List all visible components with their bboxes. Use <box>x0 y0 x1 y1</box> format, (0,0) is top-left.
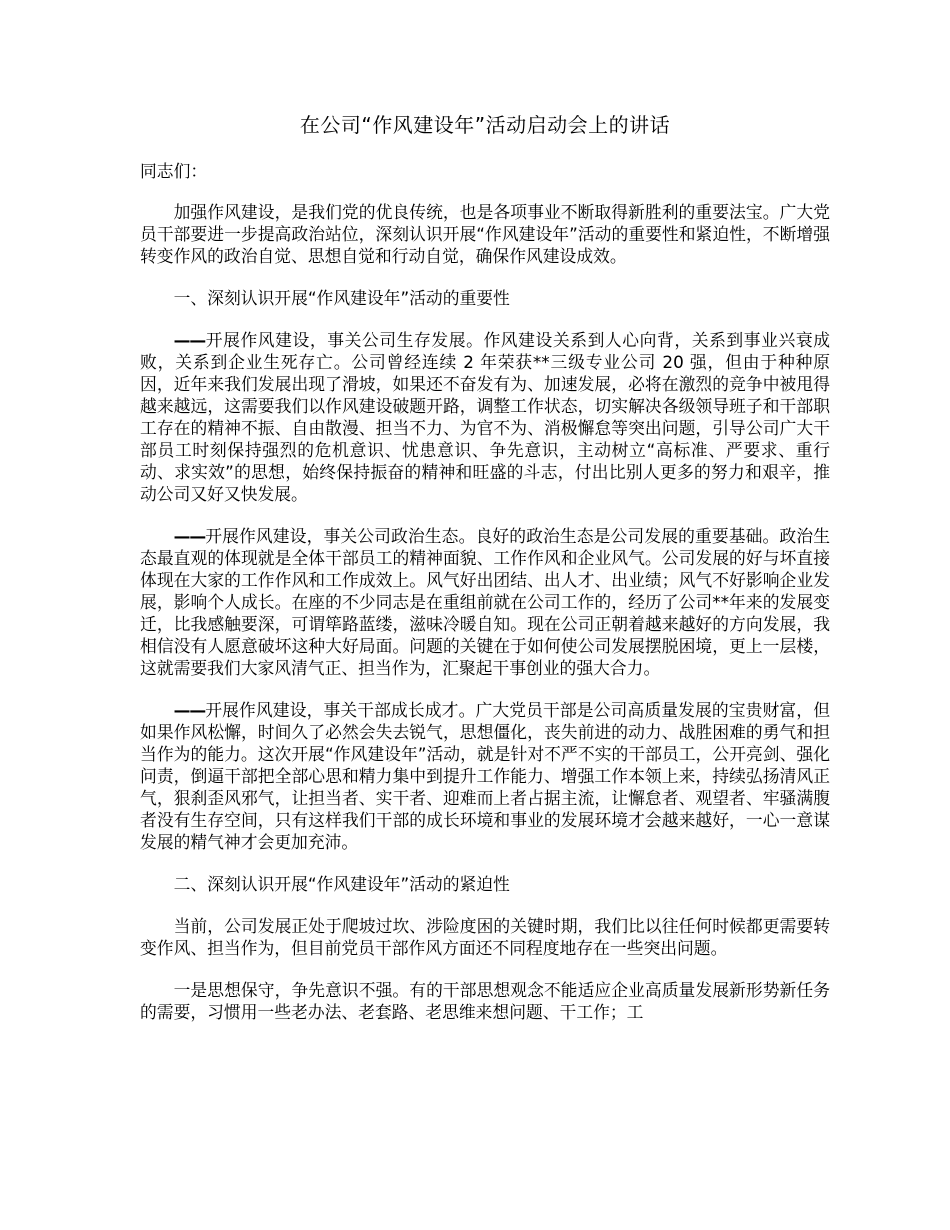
point-3-body: 广大党员干部是公司高质量发展的宝贵财富，但如果作风松懈，时间久了必然会失去锐气，思想僵化，丧失前进的动力、战胜困难的勇气和担当作为的能力。这次开展“作风建设年”活动，就是针对不严不实的干部员工，公开亮剑、强化问责，倒逼干部把全部心思和精力集中到提升工作能力、增强工作本领上来，持续弘扬清风正气，狠刹歪风邪气，让担当者、实干者、迎难而上者占据主流，让懈怠者、观望者、牢骚满腹者没有生存空间，只有这样我们干部的成长环境和事业的发展环境才会越来越好，一心一意谋发展的精气神才会更加充沛。 <box>140 700 830 852</box>
point-1-body: 作风建设关系到人心向背，关系到事业兴衰成败，关系到企业生死存亡。公司曾经连续 2 年荣获**三级专业公司 20 强，但由于种种原因，近年来我们发展出现了滑坡，如果还不奋发有为、加速发展，必将在激烈的竞争中被甩得越来越远，这需要我们以作风建设破题开路，调整工作状态，切实解决各级领导班子和干部职工存在的精神不振、自由散漫、担当不力、为官不为、消极懈怠等突出问题，引导公司广大干部员工时刻保持强烈的危机意识、忧患意识、争先意识，主动树立“高标准、严要求、重行动、求实效”的思想，始终保持振奋的精神和旺盛的斗志，付出比别人更多的努力和艰辛，推动公司又好又快发展。 <box>140 330 830 504</box>
document-title: 在公司“作风建设年”活动启动会上的讲话 <box>299 113 671 137</box>
point-2-lead: 开展作风建设，事关公司政治生态。 <box>205 526 476 546</box>
intro-paragraph: 加强作风建设，是我们党的优良传统，也是各项事业不断取得新胜利的重要法宝。广大党员干部要进一步提高政治站位，深刻认识开展“作风建设年”活动的重要性和紧迫性，不断增强转变作风的政治自觉、思想自觉和行动自觉，确保作风建设成效。 <box>140 202 830 266</box>
point-3-paragraph <box>140 699 830 853</box>
problem-1-lead: 一是思想保守，争先意识不强。 <box>173 980 410 1000</box>
section-1-heading: 一、深刻认识开展“作风建设年”活动的重要性 <box>173 288 510 308</box>
section-2-intro: 当前，公司发展正处于爬坡过坎、涉险度困的关键时期，我们比以往任何时候都更需要转变作风、担当作为，但目前党员干部作风方面还不同程度地存在一些突出问题。 <box>140 916 830 958</box>
point-3-lead: 开展作风建设，事关干部成长成才。 <box>205 700 476 720</box>
point-2-dash: —— <box>173 526 206 546</box>
point-1-paragraph <box>140 329 830 505</box>
point-2-paragraph <box>140 525 830 679</box>
point-2-body: 良好的政治生态是公司发展的重要基础。政治生态最直观的体现就是全体干部员工的精神面貌、工作作风和企业风气。公司发展的好与坏直接体现在大家的工作作风和工作成效上。风气好出团结、出人才、出业绩；风气不好影响企业发展，影响个人成长。在座的不少同志是在重组前就在公司工作的，经历了公司**年来的发展变迁，比我感触要深，可谓筚路蓝缕，滋味冷暖自知。现在公司正朝着越来越好的方向发展，我相信没有人愿意破坏这种大好局面。问题的关键在于如何使公司发展摆脱困境，更上一层楼，这就需要我们大家风清气正、担当作为，汇聚起干事创业的强大合力。 <box>140 526 830 678</box>
salutation: 同志们： <box>140 161 208 181</box>
point-1-lead: 开展作风建设，事关公司生存发展。 <box>205 330 484 350</box>
problem-1-paragraph <box>140 979 830 1023</box>
document-page <box>140 110 830 1043</box>
point-1-dash: —— <box>173 330 206 350</box>
section-2-heading: 二、深刻认识开展“作风建设年”活动的紧迫性 <box>173 874 510 894</box>
point-3-dash: —— <box>173 700 206 720</box>
problem-1-body: 有的干部思想观念不能适应企业高质量发展新形势新任务的需要，习惯用一些老办法、老套路、老思维来想问题、干工作；工 <box>140 980 830 1022</box>
